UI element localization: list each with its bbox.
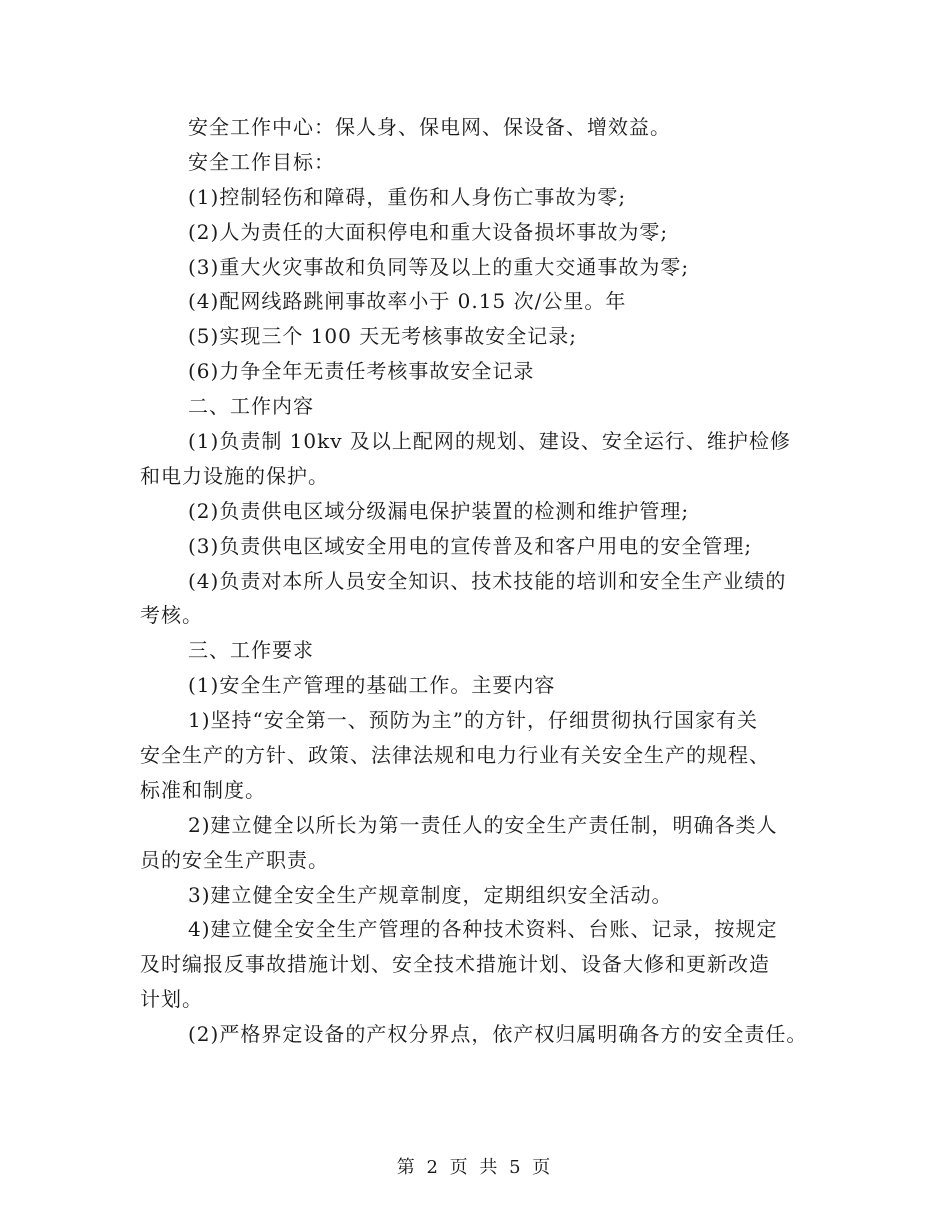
paragraph-line: (5)实现三个 100 天无考核事故安全记录; [188,324,577,349]
paragraph-line: 安全生产的方针、政策、法律法规和电力行业有关安全生产的规程、 [140,743,770,768]
paragraph-line: (4)配网线路跳闸事故率小于 0.15 次/公里。年 [188,289,627,314]
paragraph-line: 2)建立健全以所长为第一责任人的安全生产责任制，明确各类人 [188,812,778,837]
paragraph-line: 员的安全生产职责。 [140,847,329,872]
paragraph-line: (4)负责对本所人员安全知识、技术技能的培训和安全生产业绩的 [188,568,787,593]
document-body [140,110,830,1052]
paragraph-line: 1)坚持“安全第一、预防为主”的方针，仔细贯彻执行国家有关 [188,708,758,733]
paragraph-line: (1)安全生产管理的基础工作。主要内容 [188,673,556,698]
paragraph-line: 考核。 [140,603,203,628]
paragraph-line: 安全工作中心：保人身、保电网、保设备、增效益。 [188,115,671,139]
paragraph-line: (3)负责供电区域安全用电的宣传普及和客户用电的安全管理; [188,533,753,558]
paragraph-line: (2)人为责任的大面积停电和重大设备损坏事故为零; [188,219,669,244]
paragraph-line: 和电力设施的保护。 [140,463,329,488]
paragraph-line: (6)力争全年无责任考核事故安全记录 [188,359,535,384]
paragraph-line: 4)建立健全安全生产管理的各种技术资料、台账、记录，按规定 [188,917,778,942]
paragraph-line: 3)建立健全安全生产规章制度，定期组织安全活动。 [188,882,673,907]
paragraph-line: (1)控制轻伤和障碍，重伤和人身伤亡事故为零; [188,184,627,209]
paragraph-line: 标准和制度。 [140,777,266,802]
paragraph-line: (2)负责供电区域分级漏电保护装置的检测和维护管理; [188,498,690,523]
page-number: 第 2 页 共 5 页 [396,1157,554,1178]
paragraph-line: (2)严格界定设备的产权分界点，依产权归属明确各方的安全责任。 [188,1022,808,1047]
paragraph-line: 安全工作目标： [188,149,335,174]
paragraph-line: 及时编报反事故措施计划、安全技术措施计划、设备大修和更新改造 [140,952,770,977]
section-heading: 二、工作内容 [188,394,314,419]
section-heading: 三、工作要求 [188,638,314,663]
paragraph-line: (3)重大火灾事故和负同等及以上的重大交通事故为零; [188,254,690,279]
paragraph-line: (1)负责制 10kv 及以上配网的规划、建设、安全运行、维护检修 [188,429,791,454]
paragraph-line: 计划。 [140,987,203,1012]
